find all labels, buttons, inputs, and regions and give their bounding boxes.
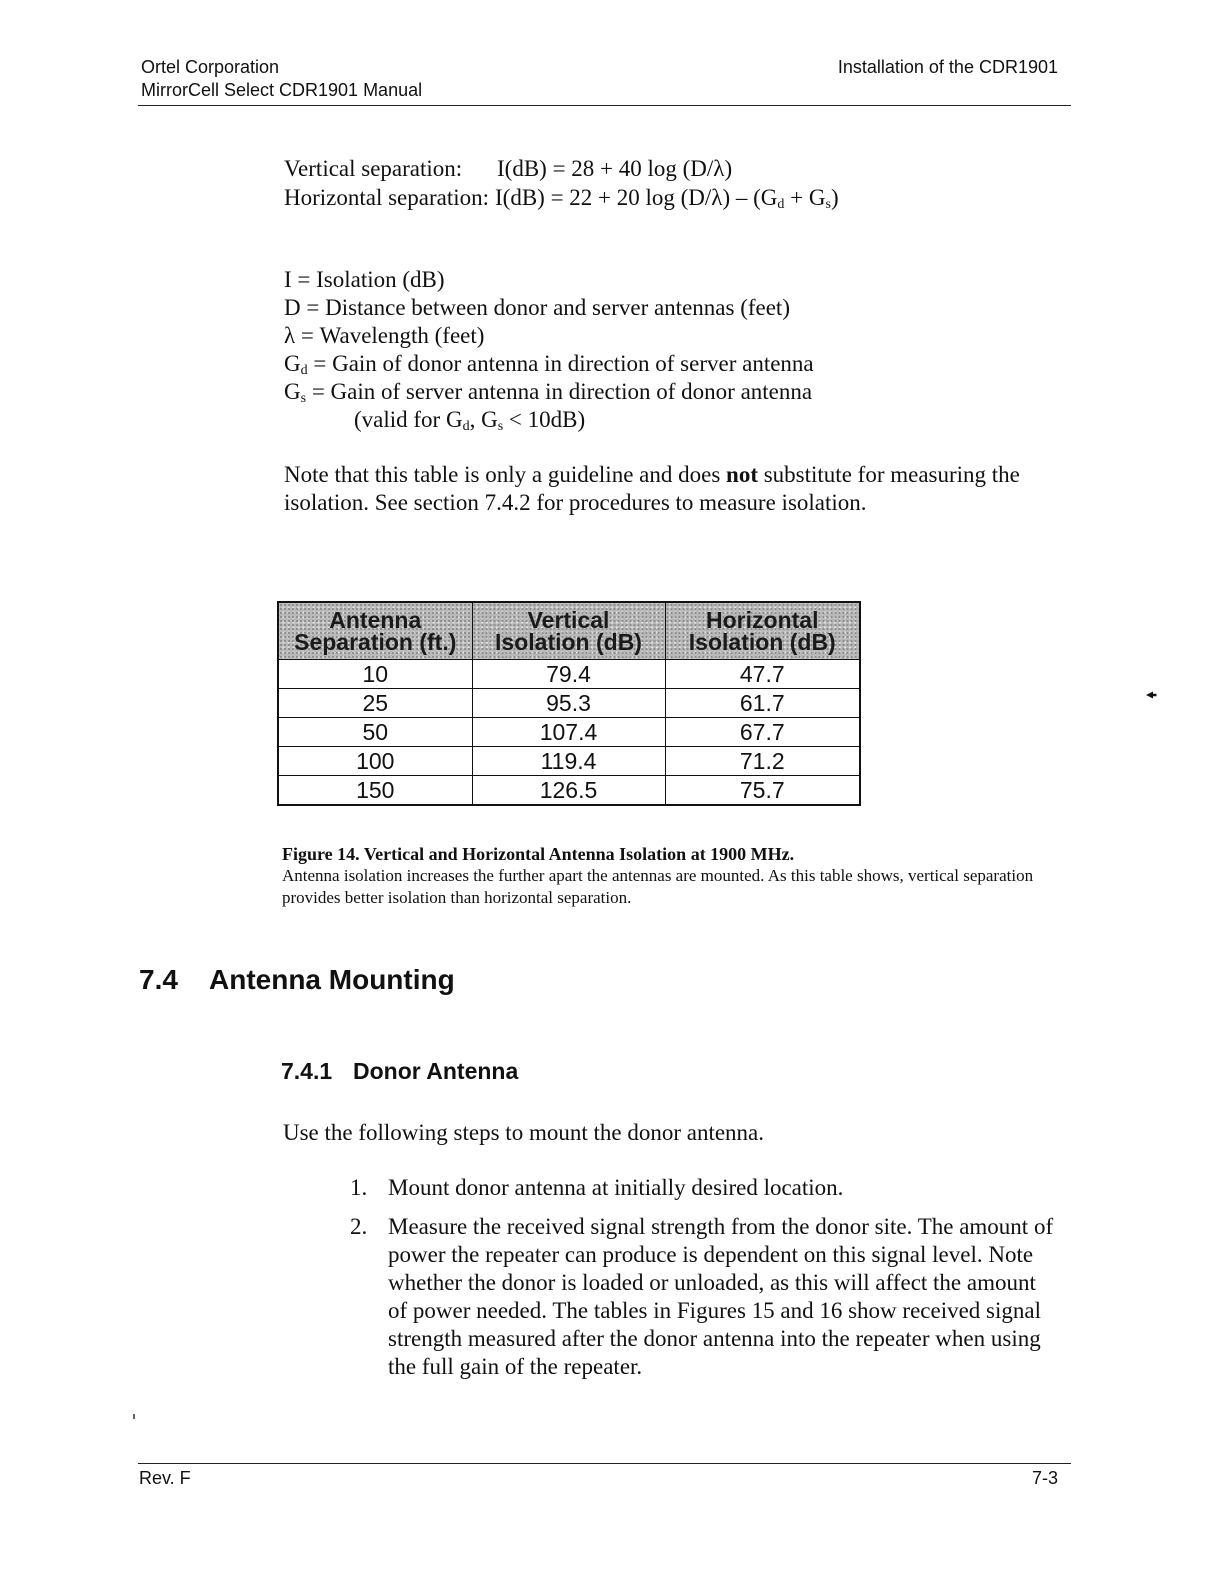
margin-arrow-icon [1145,690,1157,700]
table-row [278,660,860,689]
separation-cell: 25 [278,689,472,718]
horizontal-expr-part: I(dB) = 22 + 20 log (D/λ) – (G [495,185,778,210]
definition-gs [284,378,814,406]
page-header-left [141,56,422,102]
isolation-table [277,601,861,806]
subscript-d: d [462,419,470,434]
vertical-formula [284,154,839,183]
vertical-formula-expression: I(dB) = 28 + 40 log (D/λ) [497,156,733,181]
vertical-isolation-cell: 126.5 [472,776,665,806]
vertical-isolation-cell: 119.4 [472,747,665,776]
chapter-title: Installation of the CDR1901 [837,57,1058,77]
header-antenna-separation [278,602,472,660]
vertical-isolation-cell: 79.4 [472,660,665,689]
subscript-s: s [825,197,831,212]
subscript-d: d [777,197,785,212]
table-row [278,747,860,776]
subsection-heading [281,1058,518,1085]
header-line: Antenna [329,607,422,633]
separation-cell: 150 [278,776,472,806]
definition-distance: D = Distance between donor and server antennas (feet) [284,295,790,320]
note-text: Note that this table is only a guideline and does [284,462,727,487]
figure-caption-body: Antenna isolation increases the further apart the antennas are mounted. As this table shows, vertical separation provides better isolation than horizontal separation. [282,866,1034,907]
header-line: Separation (ft.) [294,629,457,655]
step-text: Mount donor antenna at initially desired location. [388,1175,844,1200]
step-number: 1. [350,1175,368,1200]
gd-symbol: G [284,351,301,376]
table-header-row [278,602,860,660]
table-row [278,718,860,747]
horizontal-expr-part: ) [830,185,839,210]
list-item [350,1213,1060,1381]
gd-text: = Gain of donor antenna in direction of server antenna [307,351,814,376]
definition-gd [284,350,814,378]
vertical-isolation-cell: 107.4 [472,718,665,747]
horizontal-formula-expression [495,185,839,210]
section-title: Antenna Mounting [209,964,455,995]
definition-wavelength: λ = Wavelength (feet) [284,323,485,348]
subscript-d: d [300,363,308,378]
subscript-s: s [497,419,504,434]
mounting-steps [350,1174,1060,1392]
scan-speck [133,1414,135,1419]
header-line: Isolation (dB) [495,629,642,655]
horizontal-formula-label: Horizontal separation: [284,185,490,210]
variable-definitions [284,266,814,434]
header-line: Horizontal [706,607,819,633]
header-vertical-isolation [472,602,665,660]
horizontal-isolation-cell: 71.2 [665,747,860,776]
gs-symbol: G [284,379,301,404]
section-number: 7.4 [139,964,178,995]
intro-paragraph: Use the following steps to mount the donor antenna. [283,1120,765,1145]
horizontal-expr-part: + G [784,185,826,210]
separation-cell: 50 [278,718,472,747]
horizontal-isolation-cell: 75.7 [665,776,860,806]
list-item [350,1174,1060,1202]
subscript-s: s [300,391,307,406]
header-horizontal-isolation [665,602,860,660]
footer-divider [138,1463,1071,1464]
subsection-title: Donor Antenna [353,1058,519,1084]
vertical-formula-label: Vertical separation: [284,156,463,181]
subsection-number: 7.4.1 [281,1058,333,1084]
revision-label: Rev. F [139,1468,191,1488]
definition-validity [284,406,814,434]
figure-caption-title: Figure 14. Vertical and Horizontal Antenna Isolation at 1900 MHz. [282,844,795,864]
manual-title: MirrorCell Select CDR1901 Manual [141,80,423,100]
section-heading [139,964,455,996]
figure-caption [282,843,1042,909]
guideline-note [284,461,1074,517]
horizontal-formula [284,183,839,212]
horizontal-isolation-cell: 47.7 [665,660,860,689]
company-name: Ortel Corporation [141,57,280,77]
vertical-isolation-cell: 95.3 [472,689,665,718]
validity-part: , G [469,407,498,432]
horizontal-isolation-cell: 67.7 [665,718,860,747]
table-row [278,689,860,718]
note-emphasis: not [726,462,758,487]
page-number: 7-3 [1031,1468,1058,1488]
definition-isolation: I = Isolation (dB) [284,267,445,292]
horizontal-isolation-cell: 61.7 [665,689,860,718]
gs-text: = Gain of server antenna in direction of donor antenna [306,379,813,404]
header-line: Isolation (dB) [688,629,836,655]
table-row [278,776,860,806]
separation-cell: 10 [278,660,472,689]
step-number: 2. [350,1214,368,1239]
header-divider [138,105,1071,106]
validity-part: (valid for G [354,407,463,432]
isolation-formulas [284,154,839,212]
step-text: Measure the received signal strength from the donor site. The amount of power the repeater can produce is dependent on this signal level. Note whether the donor is loaded or unloaded, as this will affect the amount of power needed. The tables in Figures 15 and 16 show received signal strength measured after the donor antenna into the repeater when using the full gain of the repeater. [388,1214,1054,1379]
note-text: substitute for measuring the isolation. See section 7.4.2 for procedures to measure isolation. [284,462,1020,515]
header-line: Vertical [527,607,610,633]
separation-cell: 100 [278,747,472,776]
validity-part: < 10dB) [503,407,586,432]
